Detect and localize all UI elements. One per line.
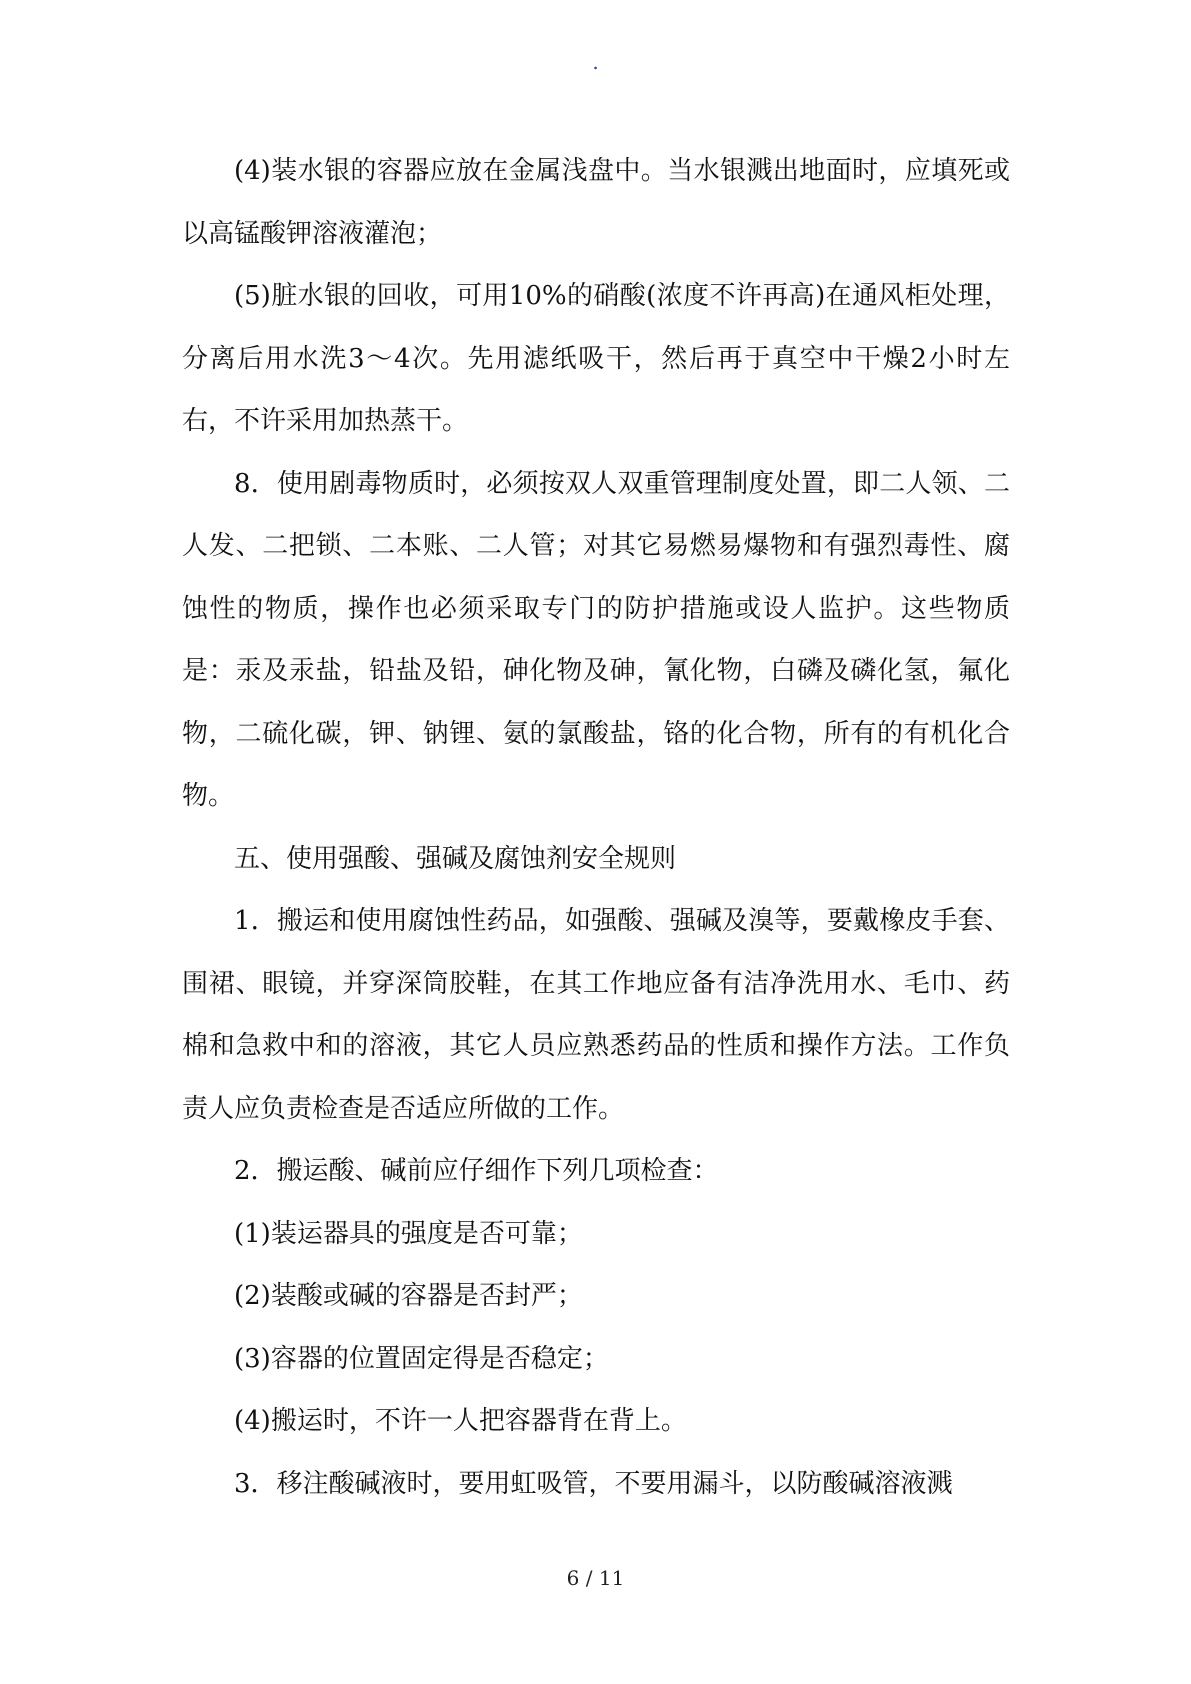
list-item-check-1: (1)装运器具的强度是否可靠；: [234, 1218, 583, 1249]
list-item-check-2: (2)装酸或碱的容器是否封严；: [234, 1281, 583, 1311]
list-item-check-4: (4)搬运时，不许一人把容器背在背上。: [234, 1406, 687, 1436]
document-body: [182, 140, 1010, 1515]
paragraph-transport-checks: 2．搬运酸、碱前应仔细作下列几项检查：: [234, 1156, 719, 1186]
list-item-check-3: (3)容器的位置固定得是否稳定；: [234, 1343, 609, 1374]
paragraph-toxic-substances: 8．使用剧毒物质时，必须按双人双重管理制度处置，即二人领、二人发、二把锁、二本账、二人管；对其它易燃易爆物和有强烈毒性、腐蚀性的物质，操作也必须采取专门的防护措施或设人监护。这些物质是：汞及汞盐，铅盐及铅，砷化物及砷，氰化物，白磷及磷化氢，氟化物，二硫化碳，钾、钠锂、氨的氯酸盐，铬的化合物，所有的有机化合物。: [182, 468, 1010, 811]
page-number: 6 / 11: [566, 1566, 625, 1590]
paragraph-dirty-mercury-recovery: (5)脏水银的回收，可用10%的硝酸(浓度不许再高)在通风柜处理，分离后用水洗3～4次。先用滤纸吸干，然后再于真空中干燥2小时左右，不许采用加热蒸干。: [182, 281, 1010, 436]
paragraph-mercury-container: (4)装水银的容器应放在金属浅盘中。当水银溅出地面时，应填死或以高锰酸钾溶液灌泡；: [182, 156, 1010, 249]
section-heading-acid-alkali: 五、使用强酸、强碱及腐蚀剂安全规则: [234, 843, 677, 874]
paragraph-corrosive-handling: 1．搬运和使用腐蚀性药品，如强酸、强碱及溴等，要戴橡皮手套、围裙、眼镜，并穿深筒胶鞋，在其工作地应备有洁净洗用水、毛巾、药棉和急救中和的溶液，其它人员应熟悉药品的性质和操作方法。工作负责人应负责检查是否适应所做的工作。: [182, 906, 1010, 1124]
paragraph-siphon-transfer: 3．移注酸碱液时，要用虹吸管，不要用漏斗，以防酸碱溶液溅: [234, 1468, 953, 1499]
header-mark: .: [592, 50, 599, 74]
